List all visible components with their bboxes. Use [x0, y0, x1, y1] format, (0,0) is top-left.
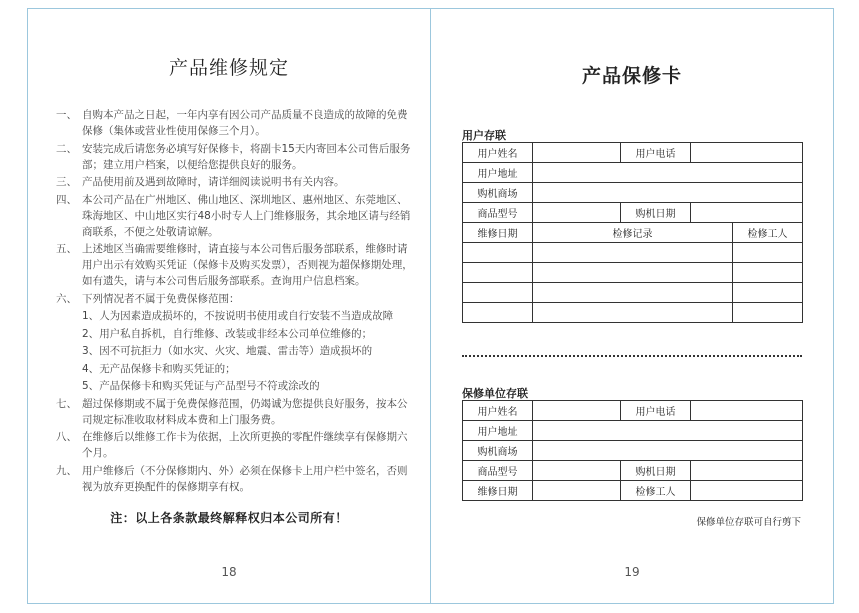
warranty-card-title: 产品保修卡: [581, 65, 682, 87]
repair-record-field[interactable]: [533, 283, 733, 303]
repair-worker-field[interactable]: [733, 303, 803, 323]
table-row: [463, 441, 803, 461]
subrule-number: 1、: [82, 310, 100, 322]
user-phone-field[interactable]: [691, 401, 803, 421]
purchase-store-field[interactable]: [533, 441, 803, 461]
user-address-field[interactable]: [533, 163, 803, 183]
subrule-text: 产品保修卡和购买凭证与产品型号不符或涂改的: [99, 380, 320, 392]
repair-worker-field[interactable]: [733, 283, 803, 303]
rule-number: 四、: [56, 193, 77, 206]
subrule-item: [56, 308, 416, 324]
purchase-date-label: 购机日期: [621, 461, 691, 481]
rule-item: [56, 463, 416, 495]
repair-worker-label: 检修工人: [621, 481, 691, 501]
product-model-label: 商品型号: [463, 461, 533, 481]
left-page: [27, 8, 431, 604]
repair-date-field[interactable]: [463, 303, 533, 323]
table-row: [463, 481, 803, 501]
right-page: [430, 8, 834, 604]
rule-text: 上述地区当确需要维修时，请直接与本公司售后服务部联系，维修时请用户出示有效购买凭证（保修卡及购买发票），否则视为超保修期处理，如有遗失，请与本公司售后服务部联系。查询用户信息档案。: [82, 243, 413, 287]
subrule-number: 4、: [82, 362, 100, 375]
rule-item: [56, 107, 416, 139]
user-phone-field[interactable]: [691, 143, 803, 163]
table-row: [463, 163, 803, 183]
product-model-field[interactable]: [533, 461, 621, 481]
user-name-label: 用户姓名: [463, 143, 533, 163]
subrule-number: 5、: [82, 380, 100, 392]
subrule-item: [56, 326, 416, 342]
repair-record-label: 检修记录: [533, 223, 733, 243]
repair-worker-field[interactable]: [733, 263, 803, 283]
rule-number: 三、: [56, 176, 77, 188]
rule-item: [56, 192, 416, 240]
repair-worker-field[interactable]: [691, 481, 803, 501]
repair-record-field[interactable]: [533, 303, 733, 323]
repair-date-field[interactable]: [463, 263, 533, 283]
subrule-text: 人为因素造成损坏的，不按说明书使用或自行安装不当造成故障: [99, 310, 394, 322]
purchase-store-field[interactable]: [533, 183, 803, 203]
subrule-item: [56, 361, 416, 377]
purchase-date-field[interactable]: [691, 203, 803, 223]
user-copy-table: [462, 142, 803, 323]
table-row: [463, 263, 803, 283]
rule-number: 八、: [56, 431, 77, 443]
rule-number: 六、: [56, 292, 77, 305]
rule-number: 五、: [56, 243, 77, 255]
table-row: [463, 421, 803, 441]
user-copy-label: 用户存联: [462, 129, 506, 142]
disclaimer-note: 注：以上各条款最终解释权归本公司所有！: [110, 511, 348, 525]
page-number: 19: [624, 565, 640, 579]
user-name-label: 用户姓名: [463, 401, 533, 421]
repair-worker-label: 检修工人: [733, 223, 803, 243]
unit-copy-label: 保修单位存联: [462, 387, 528, 400]
subrule-text: 用户私自拆机，自行维修、改装或非经本公司单位维修的；: [99, 327, 373, 340]
user-phone-label: 用户电话: [621, 401, 691, 421]
rule-text: 自购本产品之日起，一年内享有因公司产品质量不良造成的故障的免费保修（集体或营业性使用保修三个月）。: [82, 109, 408, 137]
table-row: [463, 183, 803, 203]
rule-number: 九、: [56, 464, 77, 477]
cut-line: [462, 355, 802, 357]
rule-text: 本公司产品在广州地区、佛山地区、深圳地区、惠州地区、东莞地区、珠海地区、中山地区实行48小时专人上门维修服务，其余地区请与经销商联系，不便之处敬请谅解。: [82, 193, 411, 238]
subrule-item: [56, 378, 416, 394]
rules-title: 产品维修规定: [168, 57, 289, 79]
cut-note: 保修单位存联可自行剪下: [696, 517, 801, 528]
table-row: [463, 461, 803, 481]
product-model-label: 商品型号: [463, 203, 533, 223]
repair-record-field[interactable]: [533, 263, 733, 283]
table-row: [463, 203, 803, 223]
user-address-field[interactable]: [533, 421, 803, 441]
user-name-field[interactable]: [533, 143, 621, 163]
table-row: [463, 143, 803, 163]
table-row: [463, 401, 803, 421]
subrule-number: 3、: [82, 345, 100, 357]
rule-number: 七、: [56, 397, 77, 410]
purchase-date-label: 购机日期: [621, 203, 691, 223]
rule-item: [56, 141, 416, 173]
purchase-store-label: 购机商场: [463, 441, 533, 461]
rule-text: 在维修后以维修工作卡为依据，上次所更换的零配件继续享有保修期六个月。: [82, 431, 408, 459]
user-name-field[interactable]: [533, 401, 621, 421]
subrule-item: [56, 343, 416, 359]
user-address-label: 用户地址: [463, 421, 533, 441]
subrule-text: 无产品保修卡和购买凭证的；: [99, 362, 236, 375]
user-address-label: 用户地址: [463, 163, 533, 183]
repair-record-field[interactable]: [533, 243, 733, 263]
rule-number: 一、: [56, 109, 77, 121]
subrule-number: 2、: [82, 327, 100, 340]
unit-copy-table: [462, 400, 803, 501]
rule-item: [56, 291, 416, 307]
rule-item: [56, 396, 416, 428]
rule-number: 二、: [56, 142, 77, 155]
rule-text: 用户维修后（不分保修期内、外）必须在保修卡上用户栏中签名，否则视为放弃更换配件的保修期享有权。: [82, 464, 408, 493]
page-number: 18: [221, 565, 237, 579]
table-row: [463, 243, 803, 263]
rule-item: [56, 429, 416, 461]
product-model-field[interactable]: [533, 203, 621, 223]
rules-list: [56, 107, 416, 496]
subrule-text: 因不可抗拒力（如水灾、火灾、地震、雷击等）造成损坏的: [99, 345, 373, 357]
user-phone-label: 用户电话: [621, 143, 691, 163]
repair-date-field[interactable]: [463, 243, 533, 263]
repair-worker-field[interactable]: [733, 243, 803, 263]
rule-text: 安装完成后请您务必填写好保修卡，将副卡15天内寄回本公司售后服务部；建立用户档案，以便给您提供良好的服务。: [82, 142, 411, 171]
table-row: [463, 223, 803, 243]
repair-date-field[interactable]: [463, 283, 533, 303]
rule-item: [56, 174, 416, 190]
repair-date-label: 维修日期: [463, 223, 533, 243]
table-row: [463, 303, 803, 323]
rule-text: 超过保修期或不属于免费保修范围，仍竭诚为您提供良好服务，按本公司规定标准收取材料成本费和上门服务费。: [82, 397, 408, 426]
purchase-store-label: 购机商场: [463, 183, 533, 203]
repair-date-field[interactable]: [533, 481, 621, 501]
purchase-date-field[interactable]: [691, 461, 803, 481]
table-row: [463, 283, 803, 303]
repair-date-label: 维修日期: [463, 481, 533, 501]
rule-item: [56, 241, 416, 289]
rule-text: 下列情况者不属于免费保修范围：: [82, 292, 240, 305]
rule-text: 产品使用前及遇到故障时，请详细阅读说明书有关内容。: [82, 176, 345, 188]
